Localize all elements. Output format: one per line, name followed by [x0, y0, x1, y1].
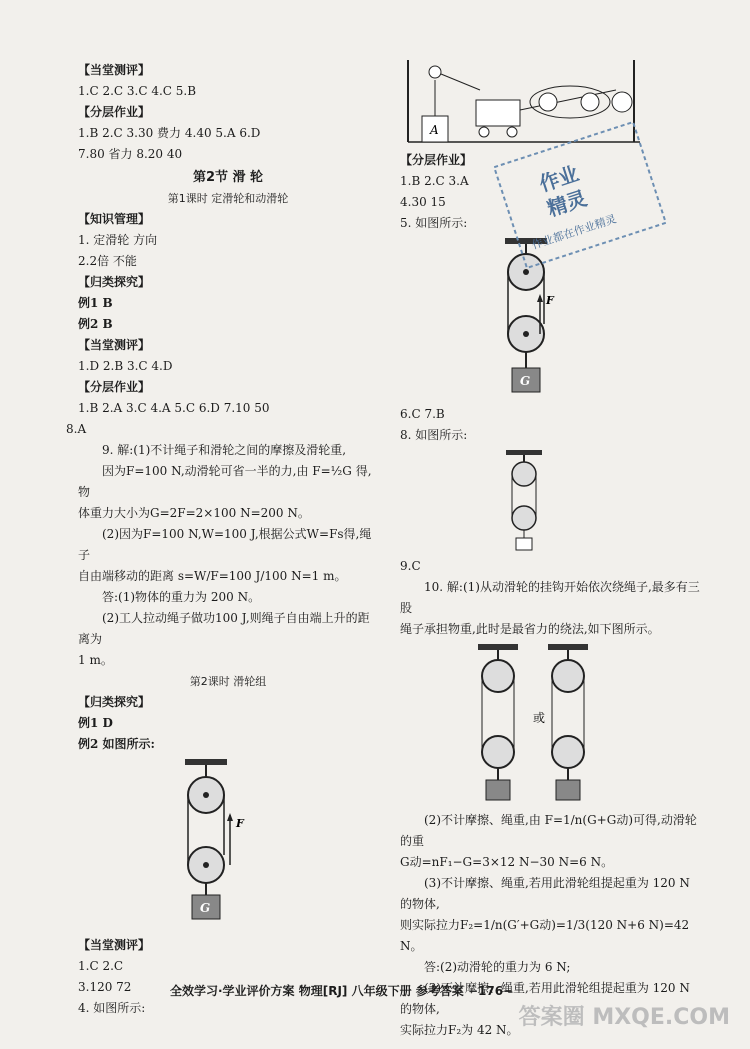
- answer-line: 4.30 15: [400, 195, 446, 209]
- heading: 【分层作业】: [78, 380, 151, 394]
- lesson-title: 第1课时 定滑轮和动滑轮: [167, 192, 289, 205]
- solution-line: (3)不计摩擦、绳重,若用此滑轮组提起重为 120 N 的物体,: [400, 981, 690, 1016]
- or-label: 或: [533, 711, 546, 725]
- answer-line: 例2 如图所示:: [78, 737, 155, 751]
- heading: 【当堂测评】: [78, 338, 151, 352]
- heading: 【归类探究】: [78, 275, 151, 289]
- solution-line: (2)工人拉动绳子做功100 J,则绳子自由端上升的距离为: [78, 611, 370, 646]
- solution-line: 自由端移动的距离 s=W/F=100 J/100 N=1 m。: [78, 569, 347, 583]
- answer-line: 5. 如图所示:: [400, 216, 468, 230]
- pulley-figure-q10: [400, 640, 700, 810]
- answer-line: 2.2倍 不能: [78, 254, 137, 268]
- answer-line: 8. 如图所示:: [400, 428, 468, 442]
- answer-line: 例2 B: [78, 317, 113, 331]
- heading: 【当堂测评】: [78, 938, 151, 952]
- answer-line: 3.120 72: [78, 980, 132, 994]
- answer-line: 例1 D: [78, 716, 113, 730]
- solution-line: 答:(2)动滑轮的重力为 6 N;: [424, 960, 571, 974]
- answer-line: 1.D 2.B 3.C 4.D: [78, 359, 173, 373]
- weight-label: G: [520, 374, 531, 388]
- heading: 【分层作业】: [400, 153, 473, 167]
- heading: 【知识管理】: [78, 212, 151, 226]
- answer-line: 1.B 2.C 3.30 费力 4.40 5.A 6.D: [78, 126, 261, 140]
- page-footer: 全效学习·学业评价方案 物理[RJ] 八年级下册 参考答案 −176−: [170, 984, 514, 998]
- heading: 【分层作业】: [78, 105, 151, 119]
- solution-line: (3)不计摩擦、绳重,若用此滑轮组提起重为 120 N 的物体,: [400, 876, 690, 911]
- solution-line: 体重力大小为G=2F=2×100 N=200 N。: [78, 506, 310, 520]
- solution-line: (2)因为F=100 N,W=100 J,根据公式W=Fs得,绳子: [78, 527, 372, 562]
- answer-line: 7.80 省力 8.20 40: [78, 147, 183, 161]
- solution-line: G动=nF₁−G=3×12 N−30 N=6 N。: [400, 855, 614, 869]
- heading: 【当堂测评】: [78, 63, 151, 77]
- answer-line: 8.A: [66, 422, 87, 436]
- solution-line: 因为F=100 N,动滑轮可省一半的力,由 F=½G 得,物: [78, 464, 372, 499]
- answer-line: 1.B 2.A 3.C 4.A 5.C 6.D 7.10 50: [78, 401, 270, 415]
- lesson-title: 第2课时 滑轮组: [189, 675, 267, 688]
- answer-line: 1. 定滑轮 方向: [78, 233, 158, 247]
- solution-line: 绳子承担物重,此时是最省力的绕法,如下图所示。: [400, 622, 660, 636]
- stamp-text: 作业都在作业精灵: [530, 212, 619, 252]
- stamp-text: 精灵: [544, 185, 590, 222]
- weight-label: G: [200, 901, 211, 915]
- solution-line: (2)不计摩擦、绳重,由 F=1/n(G+G动)可得,动滑轮的重: [400, 813, 697, 848]
- pulley-figure-example2: [78, 755, 378, 935]
- answer-line: 1.C 2.C 3.C 4.C 5.B: [78, 84, 197, 98]
- watermark: 答案圈 MXQE.COM: [518, 1005, 730, 1030]
- answer-line: 1.C 2.C: [78, 959, 124, 973]
- pulley-figure-q8: [400, 446, 700, 556]
- left-column: [66, 60, 378, 1019]
- force-label: F: [236, 817, 244, 830]
- solution-line: 则实际拉力F₂=1/n(G′+G动)=1/3(120 N+6 N)=42 N。: [400, 918, 690, 953]
- answer-line: 例1 B: [78, 296, 113, 310]
- solution-line: 10. 解:(1)从动滑轮的挂钩开始依次绕绳子,最多有三股: [400, 580, 700, 615]
- answer-line: 6.C 7.B: [400, 407, 445, 421]
- heading: 【归类探究】: [78, 695, 151, 709]
- answer-line: 9.C: [400, 559, 421, 573]
- force-label: F: [546, 294, 554, 307]
- answer-line: 1.B 2.C 3.A: [400, 174, 469, 188]
- solution-line: 1 m。: [78, 653, 113, 667]
- section-title: 第2节 滑 轮: [192, 170, 264, 185]
- answer-line: 4. 如图所示:: [78, 1001, 146, 1015]
- solution-line: 实际拉力F₂为 42 N。: [400, 1023, 519, 1037]
- block-label: A: [430, 123, 439, 137]
- stamp-text: 作业: [536, 161, 582, 197]
- solution-line: 9. 解:(1)不计绳子和滑轮之间的摩擦及滑轮重,: [102, 443, 347, 457]
- solution-line: 答:(1)物体的重力为 200 N。: [102, 590, 261, 604]
